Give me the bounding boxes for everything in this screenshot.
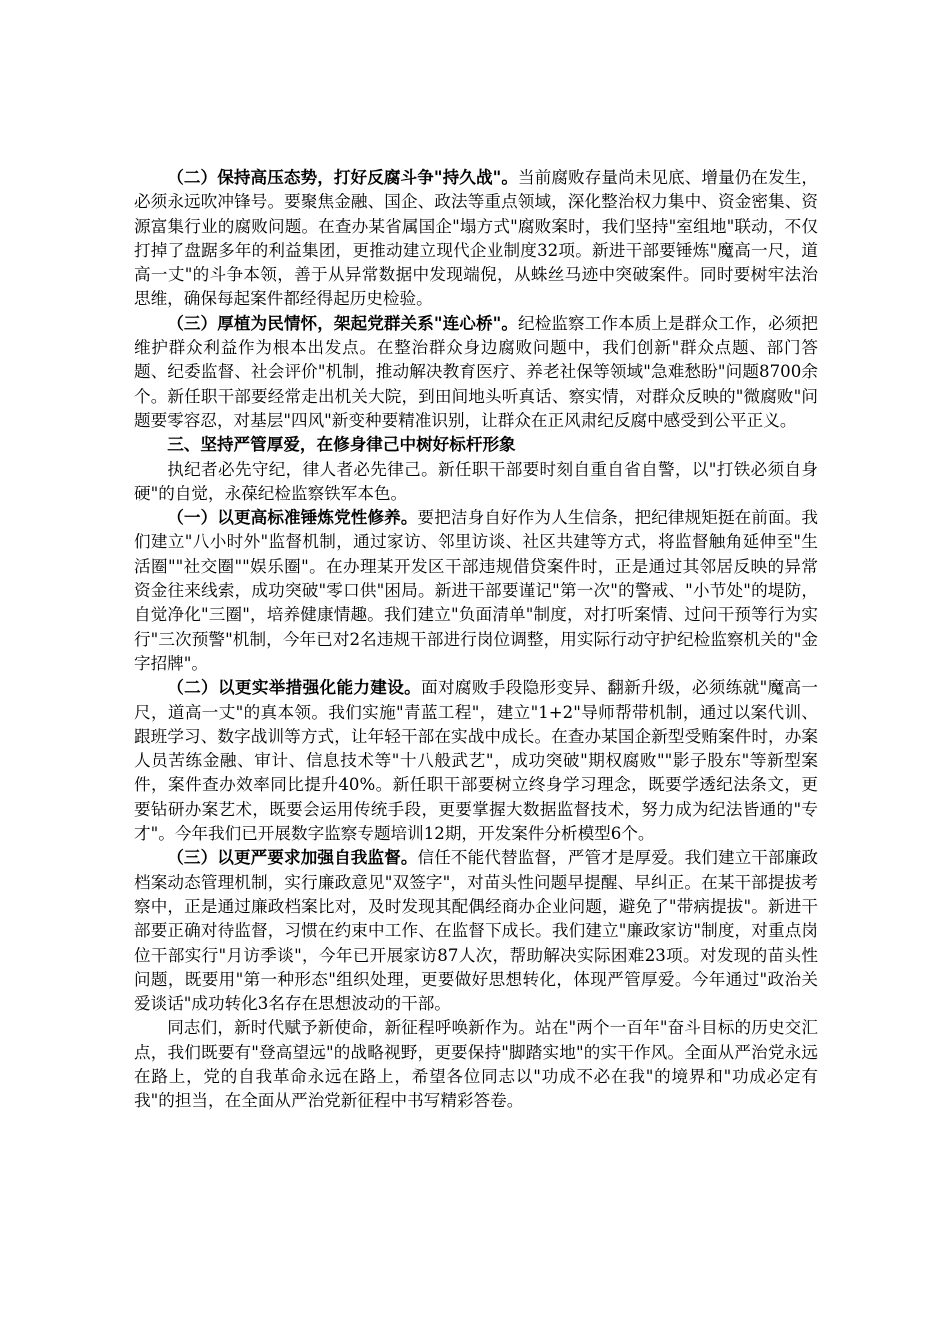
- paragraph-maintain-pressure: [134, 166, 818, 312]
- paragraph-body: 当前腐败存量尚未见底、增量仍在发生，必须永远吹冲锋号。要聚焦金融、国企、政法等重点领域，深化整治权力集中、资金密集、资源富集行业的腐败问题。在查办某省属国企"塌方式"腐败案时，我们坚持"室组地"联动，不仅打掉了盘踞多年的利益集团，更推动建立现代企业制度32项。新进干部要锤炼"魔高一尺，道高一丈"的斗争本领，善于从异常数据中发现端倪，从蛛丝马迹中突破案件。同时要树牢法治思维，确保每起案件都经得起历史检验。: [134, 168, 819, 309]
- paragraph-lead: （三）以更严要求加强自我监督。: [167, 848, 418, 868]
- section-heading-three: 三、坚持严管厚爱，在修身律己中树好标杆形象: [167, 435, 516, 455]
- paragraph-body: 面对腐败手段隐形变异、翻新升级，必须练就"魔高一尺，道高一丈"的真本领。我们实施"青蓝工程"，建立"1+2"导师帮带机制，通过以案代训、跟班学习、数字战训等方式，让年轻干部在实战中成长。在查办某国企新型受贿案件时，办案人员苦练金融、审计、信息技术等"十八般武艺"，成功突破"期权腐败""影子股东"等新型案件，案件查办效率同比提升40%。新任职干部要树立终身学习理念，既要学透纪法条文，更要钻研办案艺术，既要会运用传统手段，更要掌握大数据监督技术，努力成为纪法皆通的"专才"。今年我们已开展数字监察专题培训12期，开发案件分析模型6个。: [134, 678, 818, 844]
- paragraph-lead: （二）保持高压态势，打好反腐斗争"持久战"。: [167, 168, 519, 187]
- paragraph-body: 信任不能代替监督，严管才是厚爱。我们建立干部廉政档案动态管理机制，实行廉政意见"双签字"，对苗头性问题早提醒、早纠正。在某干部提拔考察中，正是通过廉政档案比对，及时发现其配偶经商办企业问题，避免了"带病提拔"。新进干部要正确对待监督，习惯在约束中工作、在监督下成长。我们建立"廉政家访"制度，对重点岗位干部实行"月访季谈"，今年已开展家访87人次，帮助解决实际困难23项。对发现的苗头性问题，既要用"第一种形态"组织处理，更要做好思想转化，体现严管厚爱。今年通过"政治关爱谈话"成功转化3名存在思想波动的干部。: [134, 848, 819, 1014]
- paragraph-lead: （二）以更实举措强化能力建设。: [167, 678, 422, 698]
- paragraph-body: 要把洁身自好作为人生信条，把纪律规矩挺在前面。我们建立"八小时外"监督机制，通过家访、邻里访谈、社区共建等方式，将监督触角延伸至"生活圈""社交圈""娱乐圈"。在办理某开发区干部违规借贷案件时，正是通过其邻居反映的异常资金往来线索，成功突破"零口供"困局。新进干部要谨记"第一次"的警戒、"小节处"的堤防，自觉净化"三圈"，培养健康情趣。我们建立"负面清单"制度，对打听案情、过问干预等行为实行"三次预警"机制，今年已对2名违规干部进行岗位调整，用实际行动守护纪检监察机关的"金字招牌"。: [134, 508, 819, 673]
- paragraph-body: 同志们，新时代赋予新使命，新征程呼唤新作为。站在"两个一百年"奋斗目标的历史交汇点，我们既要有"登高望远"的战略视野，更要保持"脚踏实地"的实干作风。全面从严治党永远在路上，党的自我革命永远在路上，希望各位同志以"功成不必在我"的境界和"功成必定有我"的担当，在全面从严治党新征程中书写精彩答卷。: [134, 1018, 818, 1111]
- paragraph-body: 执纪者必先守纪，律人者必先律己。新任职干部要时刻自重自省自警，以"打铁必须自身硬"的自觉，永葆纪检监察铁军本色。: [134, 459, 818, 503]
- paragraph-body: 纪检监察工作本质上是群众工作，必须把维护群众利益作为根本出发点。在整治群众身边腐败问题中，我们创新"群众点题、部门答题、纪委监督、社会评价"机制，推动解决教育医疗、养老社保等领域"急难愁盼"问题8700余个。新任职干部要经常走出机关大院，到田间地头听真话、察实情，对群众反映的"微腐败"问题要零容忍，对基层"四风"新变种要精准识别，让群众在正风肃纪反腐中感受到公平正义。: [134, 313, 819, 430]
- document-page: [134, 166, 818, 1114]
- paragraph-people-bridge: [134, 312, 818, 433]
- paragraph-self-discipline-intro: [134, 458, 818, 507]
- paragraph-lead: （三）厚植为民情怀，架起党群关系"连心桥"。: [167, 313, 519, 333]
- paragraph-party-spirit: [134, 506, 818, 676]
- paragraph-lead: （一）以更高标准锤炼党性修养。: [167, 508, 418, 528]
- paragraph-capability-building: [134, 676, 818, 846]
- paragraph-closing: [134, 1016, 818, 1113]
- paragraph-self-supervision: [134, 846, 818, 1016]
